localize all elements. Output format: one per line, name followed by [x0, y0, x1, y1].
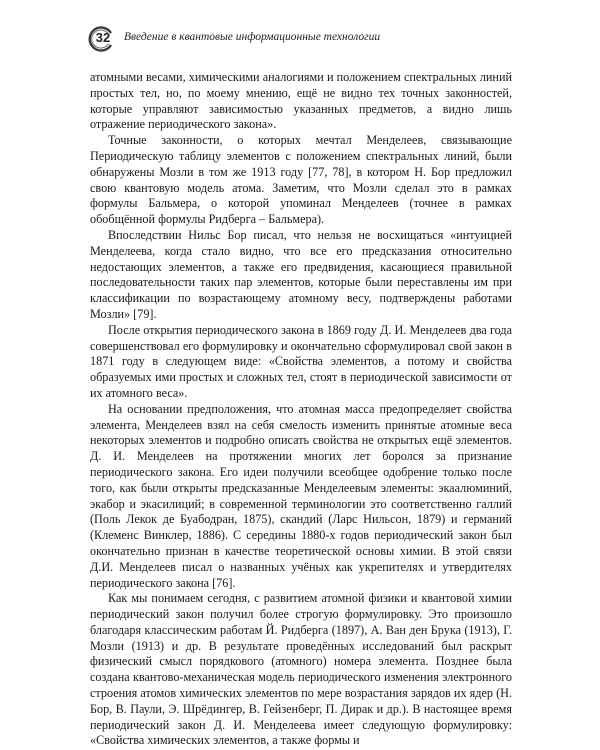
running-title: Введение в квантовые информационные технологии	[124, 31, 381, 43]
body-text	[90, 70, 512, 749]
paragraph: Точные законности, о которых мечтал Менделеев, связывающие Периодическую таблицу элементов с положением спектральных линий, были обнаружены Мозли в том же 1913 году [77, 78], в котором Н. Бор предложил свою квантовую модель атома. Заметим, что Мозли сделал это в рамках формулы Бальмера, о которой упоминал Менделеев (точнее в рамках обобщённой формулы Ридберга – Бальмера).	[90, 133, 512, 227]
paragraph: На основании предположения, что атомная масса предопределяет свойства элемента, Менделеев взял на себя смелость изменить принятые атомные веса некоторых элементов и подробно описать свойства не открытых ещё элементов. Д. И. Менделеев на протяжении многих лет боролся за признание периодического закона. Его идеи получили всеобщее одобрение только после того, как были открыты предсказанные Менделеевым элементы: экаалюминий, экабор и экасилиций; в современной терминологии это соответственно галлий (Поль Лекок де Буабодран, 1875), скандий (Ларс Нильсон, 1879) и германий (Клеменс Винклер, 1886). С середины 1880-х годов периодический закон был окончательно признан в качестве теоретической основы химии. В этой связи Д.И. Менделеев писал о названных учёных как укрепителях и утвердителях периодического закона [76].	[90, 401, 512, 590]
page-header	[86, 24, 526, 54]
paragraph: После открытия периодического закона в 1869 году Д. И. Менделеев два года совершенствовал его формулировку и окончательно сформулировал свой закон в 1871 году в следующем виде: «Свойства элементов, а потому и свойства образуемых ими простых и сложных тел, стоят в периодической зависимости от их атомного веса».	[90, 322, 512, 400]
paragraph: Впоследствии Нильс Бор писал, что нельзя не восхищаться «интуицией Менделеева, когда стало видно, что все его предсказания относительно недостающих элементов, а также его предвидения, касающиеся правильной последовательности таких пар элементов, которые были переставлены им при классификации по возрастающему атомному весу, подтверждены работами Мозли» [79].	[90, 227, 512, 321]
paragraph: атомными весами, химическими аналогиями и положением спектральных линий простых тел, но, по моему мнению, ещё не видно тех точных законностей, которые управляют зависимостью указанных предметов, а видно лишь отражение периодического закона».	[90, 70, 512, 132]
page-number: 32	[95, 30, 111, 45]
paragraph: Как мы понимаем сегодня, с развитием атомной физики и квантовой химии периодический закон получил более строгую формулировку. Это произошло благодаря классическим работам Й. Ридберга (1897), А. Ван ден Брука (1913), Г. Мозли (1913) и др. В результате проведённых исследований был раскрыт физический смысл порядкового (атомного) номера элемента. Позднее была создана квантово-механическая модель периодического изменения электронного строения атомов химических элементов по мере возрастания зарядов их ядер (Н. Бор, В. Паули, Э. Шрёдингер, В. Гейзенберг, П. Дирак и др.). В настоящее время периодический закон Д. И. Менделеева имеет следующую формулировку: «Свойства химических элементов, а также формы и	[90, 591, 512, 748]
